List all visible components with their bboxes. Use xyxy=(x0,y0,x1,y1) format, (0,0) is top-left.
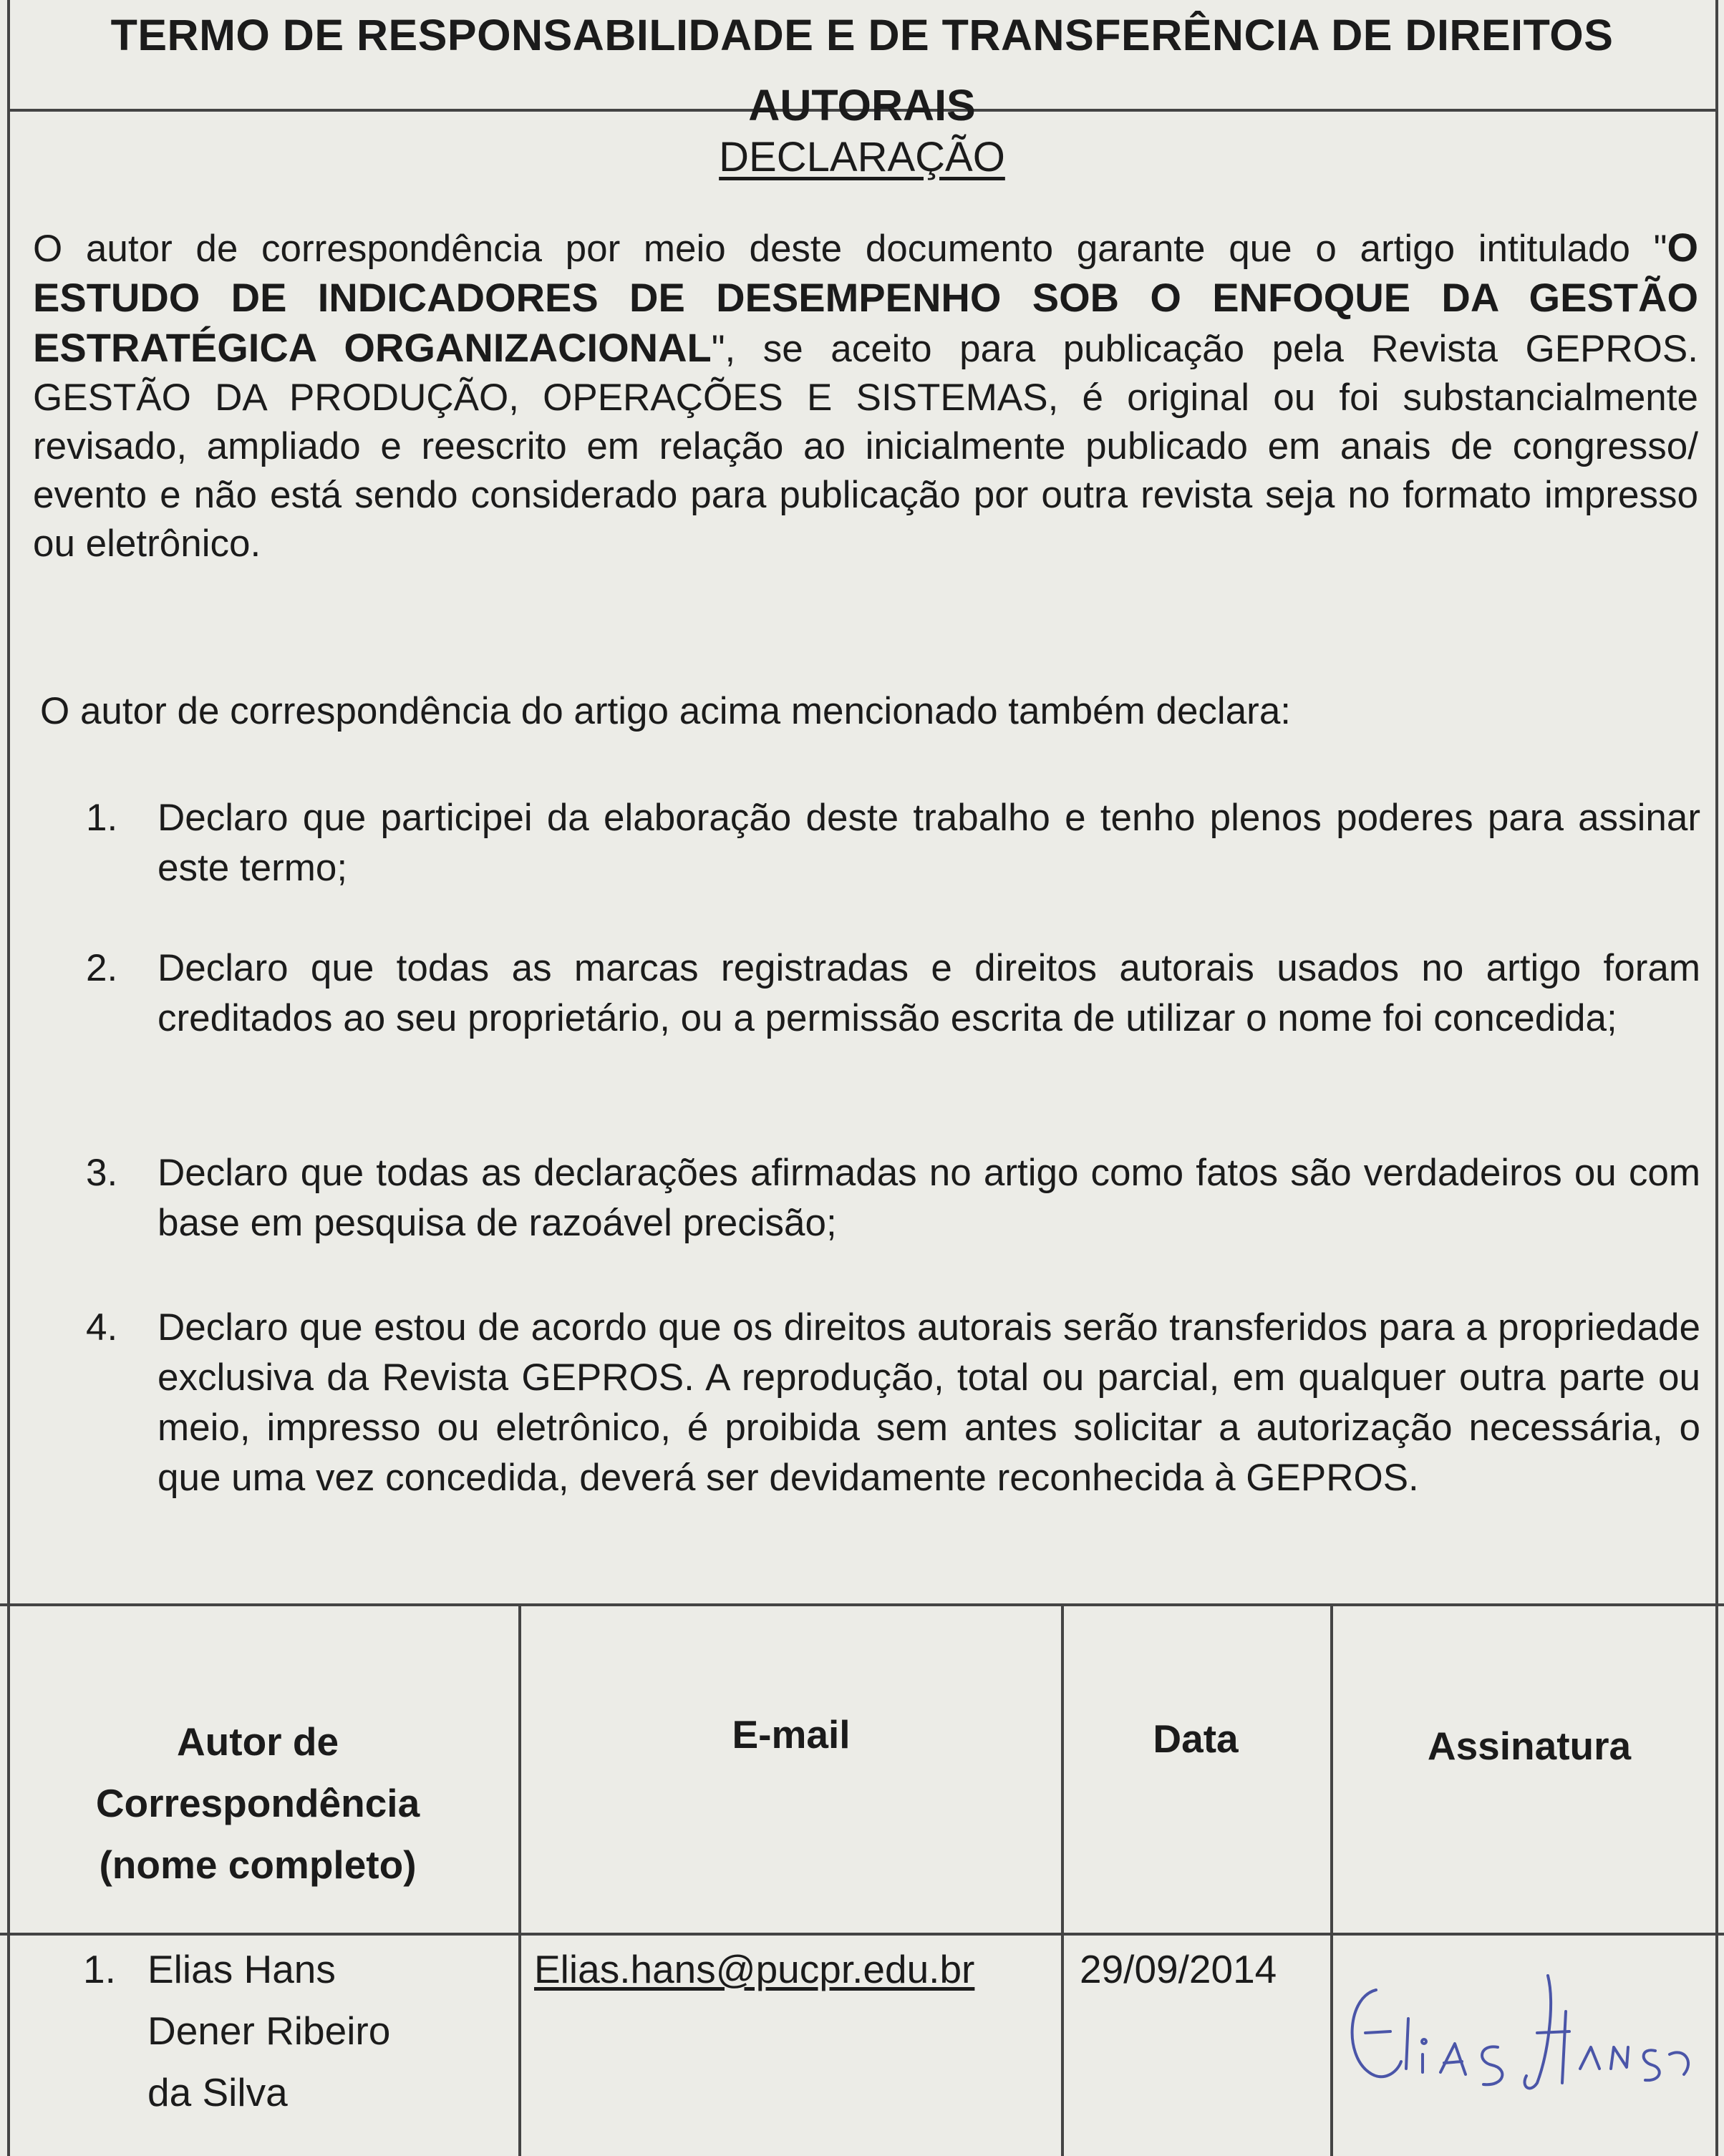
list-item-text: Declaro que todas as marcas registradas e direitos autorais usados no artigo foram creditados ao seu proprietário, ou a permissão escrita de utilizar o nome foi concedida; xyxy=(158,947,1700,1039)
table-header-divider xyxy=(0,1933,1724,1936)
document-title-line1: TERMO DE RESPONSABILIDADE E DE TRANSFERÊNCIA DE DIREITOS xyxy=(110,11,1614,59)
handwritten-signature xyxy=(1333,1947,1705,2112)
table-col-divider xyxy=(518,1603,521,2156)
list-item-number: 3. xyxy=(86,1152,118,1194)
paragraph-lead: O autor de correspondência por meio deste documento garante que o artigo intitulado " xyxy=(33,228,1667,270)
column-header-email: E-mail xyxy=(732,1712,851,1757)
author-name-line3: da Silva xyxy=(147,2070,288,2114)
author-name-line1: Elias Hans xyxy=(147,1947,336,1991)
table-top-border xyxy=(0,1603,1724,1606)
author-date: 29/09/2014 xyxy=(1080,1947,1277,1991)
author-header-line2: Correspondência xyxy=(95,1781,420,1825)
list-item xyxy=(86,1303,1700,1503)
list-item-text: Declaro que todas as declarações afirmadas no artigo como fatos são verdadeiros ou com base em pesquisa de razoável precisão; xyxy=(158,1152,1700,1244)
list-item-text: Declaro que participei da elaboração deste trabalho e tenho plenos poderes para assinar este termo; xyxy=(158,797,1700,889)
declaration-heading: DECLARAÇÃO xyxy=(719,134,1005,180)
declaration-intro: O autor de correspondência do artigo acima mencionado também declara: xyxy=(40,690,1292,732)
list-item-number: 4. xyxy=(86,1306,118,1349)
list-item-number: 1. xyxy=(86,797,118,839)
column-header-author xyxy=(29,1711,487,1895)
declaration-paragraph xyxy=(33,223,1698,568)
author-header-line3: (nome completo) xyxy=(99,1842,417,1887)
list-item xyxy=(86,1148,1700,1248)
author-name-line2: Dener Ribeiro xyxy=(147,2009,391,2053)
list-item xyxy=(86,793,1700,893)
author-name xyxy=(147,1938,390,2123)
article-title: O ESTUDO DE INDICADORES DE DESEMPENHO SOB O ENFOQUE DA GESTÃO ESTRATÉGICA ORGANIZACIONAL xyxy=(33,225,1698,370)
list-item-text: Declaro que estou de acordo que os direitos autorais serão transferidos para a propriedade exclusiva da Revista GEPROS. A reprodução, total ou parcial, em qualquer outra parte ou meio, impresso ou eletrônico, é proibida sem antes solicitar a autorização necessária, o que uma vez concedida, deverá ser devidamente reconhecida à GEPROS. xyxy=(158,1306,1700,1499)
column-header-signature: Assinatura xyxy=(1427,1724,1632,1768)
table-col-divider xyxy=(1061,1603,1064,2156)
signature-table xyxy=(0,1603,1724,2156)
author-header-line1: Autor de xyxy=(176,1719,339,1764)
author-email: Elias.hans@pucpr.edu.br xyxy=(534,1947,975,1991)
author-row-number: 1. xyxy=(83,1947,116,1991)
list-item-number: 2. xyxy=(86,947,118,989)
list-item xyxy=(86,943,1700,1044)
document-title-line2: AUTORAIS xyxy=(748,81,976,130)
column-header-date: Data xyxy=(1153,1716,1239,1761)
paragraph-tail: ", se aceito para publicação pela Revista GEPROS. GESTÃO DA PRODUÇÃO, OPERAÇÕES E SISTEMAS, é original ou foi substancialmente revisado, ampliado e reescrito em relação ao inicialmente publicado em anais de congresso/ evento e não está sendo considerado para publicação por outra revista seja no formato impresso ou eletrônico. xyxy=(33,328,1698,565)
